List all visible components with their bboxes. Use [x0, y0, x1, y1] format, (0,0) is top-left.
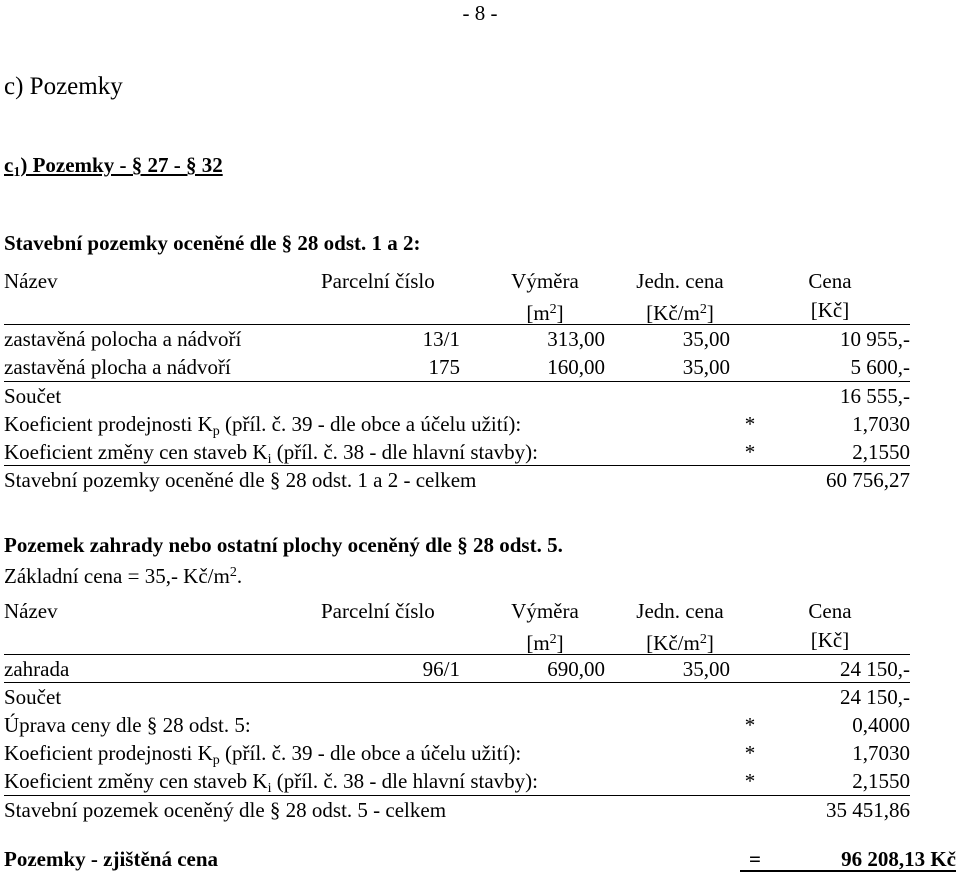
table1-header-price: Cena [808, 269, 852, 293]
table1-coef1-op: * [744, 412, 756, 436]
row-name: zastavěná polocha a nádvoří [4, 327, 242, 351]
section-title: c) Pozemky [4, 73, 123, 100]
table1-header-name: Název [4, 269, 58, 293]
table1-header-unit-price: Jedn. cena [636, 269, 724, 293]
table2-header-unit-price: Jedn. cena [636, 599, 724, 623]
table2-sum-value: 24 150,- [840, 685, 910, 709]
grand-total-label: Pozemky - zjištěná cena [4, 847, 219, 871]
table2-header-price: Cena [808, 599, 852, 623]
table1-sum-value: 16 555,- [840, 384, 910, 408]
row-area: 160,00 [547, 355, 605, 379]
table1-coef1-label: Koeficient prodejnosti $K_p$ (příl. č. 39 - dle obce a účelu užití): [4, 412, 522, 439]
row-unit-price: 35,00 [682, 657, 730, 681]
table1-coef2-label: Koeficient změny cen staveb $K_i$ (příl. č. 38 - dle hlavní stavby): [4, 440, 538, 467]
row-name: zastavěná plocha a nádvoří [4, 355, 231, 379]
grand-total-underline [740, 870, 956, 872]
row-price: 5 600,- [850, 355, 910, 379]
table2-header-area: Výměra [511, 599, 579, 623]
table1-coef1-value: 1,7030 [852, 412, 910, 436]
table1-total-value: 60 756,27 [826, 468, 910, 492]
table2-adjust-value: 0,4000 [852, 713, 910, 737]
table2-coef2-label: Koeficient změny cen staveb $K_i$ (příl. č. 38 - dle hlavní stavby): [4, 769, 538, 796]
row-name: zahrada [4, 657, 70, 681]
table1-heading: Stavební pozemky oceněné dle § 28 odst. 1 a 2: [4, 231, 421, 255]
table2-adjust-op: * [744, 713, 756, 737]
table1-rows-rule [4, 381, 910, 382]
table1-header-area-unit: $[m^2]$ [526, 301, 564, 325]
table1-sum-label: Součet [4, 384, 62, 408]
table1-total-label: Stavební pozemky oceněné dle § 28 odst. 1 a 2 - celkem [4, 468, 477, 492]
table1-header-unit-price-unit: $[Kč/m^2]$ [646, 301, 714, 325]
table2-adjust-label: Úprava ceny dle § 28 odst. 5: [4, 713, 251, 737]
grand-total-value: 96 208,13 Kč [841, 847, 956, 871]
table1-coef2-value: 2,1550 [852, 440, 910, 464]
page-number: - 8 - [462, 1, 498, 25]
table2-total-rule [4, 795, 910, 796]
subsection-prefix: c [4, 153, 14, 177]
table2-header-price-unit: [Kč] [810, 628, 850, 652]
grand-total-eq: = [749, 847, 761, 871]
table2-heading: Pozemek zahrady nebo ostatní plochy oceněný dle § 28 odst. 5. [4, 533, 563, 557]
row-area: 313,00 [547, 327, 605, 351]
table2-coef1-value: 1,7030 [852, 741, 910, 765]
subsection-label: ) Pozemky - § 27 - § 32 [20, 153, 223, 177]
table2-base-price: Základní cena = 35,- $Kč/m^2$. [4, 564, 243, 588]
table1-coef2-op: * [744, 440, 756, 464]
table2-header-unit-price-unit: $[Kč/m^2]$ [646, 631, 714, 655]
table2-rows-rule [4, 682, 910, 683]
row-parcel: 13/1 [422, 327, 460, 351]
table2-coef2-op: * [744, 769, 756, 793]
table2-header-area-unit: $[m^2]$ [526, 631, 564, 655]
table2-header-name: Název [4, 599, 58, 623]
table1-header-rule [4, 324, 910, 325]
row-unit-price: 35,00 [682, 355, 730, 379]
table2-coef1-op: * [744, 741, 756, 765]
row-price: 10 955,- [840, 327, 910, 351]
table2-total-value: 35 451,86 [826, 798, 910, 822]
table2-sum-label: Součet [4, 685, 62, 709]
row-price: 24 150,- [840, 657, 910, 681]
table1-header-parcel: Parcelní číslo [321, 269, 435, 293]
table2-total-label: Stavební pozemek oceněný dle § 28 odst. 5 - celkem [4, 798, 447, 822]
row-area: 690,00 [547, 657, 605, 681]
table2-coef2-value: 2,1550 [852, 769, 910, 793]
table2-header-rule [4, 654, 910, 655]
subsection-subscript: 1 [13, 165, 21, 180]
table1-header-price-unit: [Kč] [810, 298, 850, 322]
subsection-title [4, 152, 223, 186]
table1-total-rule [4, 465, 910, 466]
table2-coef1-label: Koeficient prodejnosti $K_p$ (příl. č. 39 - dle obce a účelu užití): [4, 741, 522, 768]
row-unit-price: 35,00 [682, 327, 730, 351]
row-parcel: 175 [428, 355, 460, 379]
table2-header-parcel: Parcelní číslo [321, 599, 435, 623]
row-parcel: 96/1 [422, 657, 460, 681]
table1-header-area: Výměra [511, 269, 579, 293]
